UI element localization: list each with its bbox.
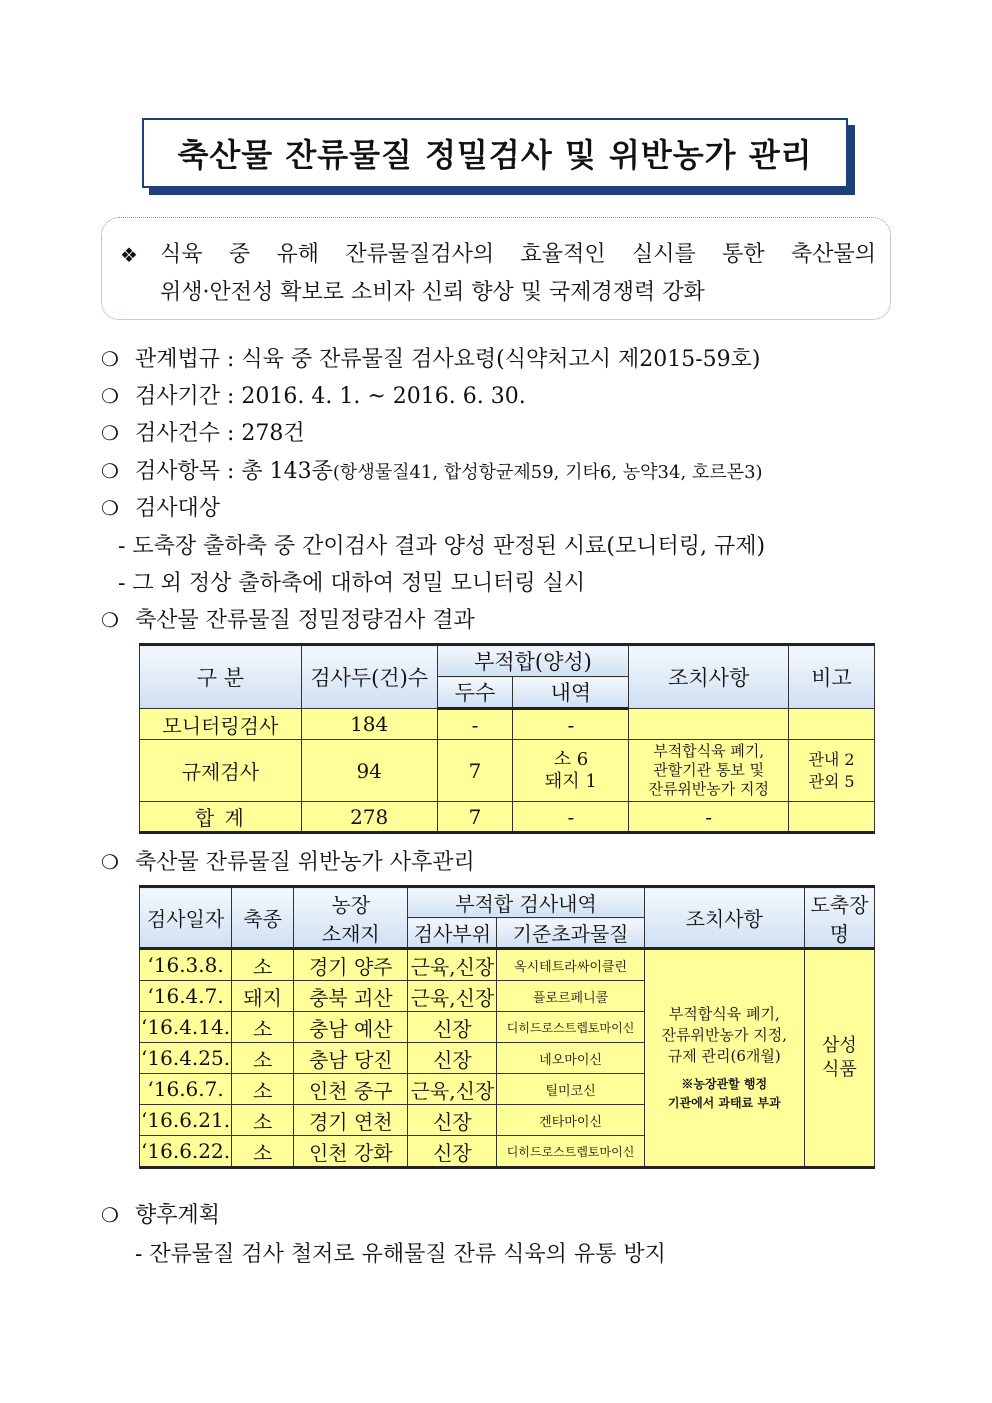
circle-bullet-icon: ❍	[101, 496, 119, 520]
col-action: 조치사항	[644, 887, 804, 949]
summary-line-1: 식육 중 유해 잔류물질검사의 효율적인 실시를 통한 축산물의	[160, 242, 876, 267]
table-row: 모니터링검사 184 - -	[140, 709, 875, 740]
target-line: ❍ 검사대상	[101, 496, 221, 521]
table-row: ‘16.3.8. 소 경기 양주 근육,신장 옥시테트라싸이클린 부적합식육 폐기, 잔류위반농가 지정, 규제 관리(6개월) ※농장관할 행정 기관에서 과태료 부과 삼성 식품	[140, 949, 875, 981]
table-row: ‘16.4.7. 돼지 충북 괴산 근육,신장 플로르페니콜	[140, 981, 875, 1012]
law-line: ❍ 관계법규 : 식육 중 잔류물질 검사요령(식약처고시 제2015-59호)	[101, 347, 761, 372]
plant-cell: 삼성 식품	[804, 949, 874, 1168]
col-part: 검사부위	[408, 918, 497, 949]
circle-bullet-icon: ❍	[101, 347, 119, 371]
table-row: ‘16.4.25. 소 충남 당진 신장 네오마이신	[140, 1043, 875, 1074]
circle-bullet-icon: ❍	[101, 850, 119, 874]
title-frame	[142, 118, 848, 188]
col-date: 검사일자	[140, 887, 232, 949]
count-line: ❍ 검사건수 : 278건	[101, 421, 305, 446]
circle-bullet-icon: ❍	[101, 608, 119, 632]
col-action: 조치사항	[629, 645, 789, 709]
circle-bullet-icon: ❍	[101, 459, 119, 483]
diamond-bullet-icon: ❖	[120, 243, 138, 267]
circle-bullet-icon: ❍	[101, 384, 119, 408]
col-category: 구 분	[140, 645, 302, 709]
result-heading: ❍ 축산물 잔류물질 정밀정량검사 결과	[101, 608, 475, 633]
target-sub-1: - 도축장 출하축 중 간이검사 결과 양성 판정된 시료(모니터링, 규제)	[118, 534, 766, 559]
target-sub-2: - 그 외 정상 출하축에 대하여 정밀 모니터링 실시	[118, 571, 586, 596]
summary-box	[101, 217, 891, 320]
scope-line: ❍ 검사항목 : 총 143종(항생물질41, 합성항균제59, 기타6, 농약34, 호르몬3)	[101, 459, 763, 484]
table-row: 합 계 278 7 - -	[140, 802, 875, 833]
table-row: ‘16.6.22. 소 인천 강화 신장 디히드로스트렙토마이신	[140, 1136, 875, 1168]
col-note: 비고	[789, 645, 875, 709]
period-line: ❍ 검사기간 : 2016. 4. 1. ~ 2016. 6. 30.	[101, 384, 526, 409]
summary-line-2: 위생·안전성 확보로 소비자 신뢰 향상 및 국제경쟁력 강화	[160, 280, 705, 305]
circle-bullet-icon: ❍	[101, 1203, 119, 1227]
col-species: 축종	[232, 887, 294, 949]
col-farm: 농장 소재지	[294, 887, 408, 949]
scope-detail: (항생물질41, 합성항균제59, 기타6, 농약34, 호르몬3)	[332, 462, 763, 483]
table-row: ‘16.6.21. 소 경기 연천 신장 겐타마이신	[140, 1105, 875, 1136]
col-tested: 검사두(건)수	[301, 645, 437, 709]
col-plant: 도축장 명	[804, 887, 874, 949]
col-substance: 기준초과물질	[497, 918, 644, 949]
mgmt-heading: ❍ 축산물 잔류물질 위반농가 사후관리	[101, 850, 475, 875]
col-detail: 내역	[513, 677, 629, 709]
plan-heading: ❍ 향후계획	[101, 1203, 221, 1228]
mgmt-table	[139, 885, 875, 1169]
table-row: 규제검사 94 7 소 6 돼지 1 부적합식육 폐기, 관할기관 통보 및 잔류위반농가 지정 관내 2 관외 5	[140, 740, 875, 802]
page-title: 축산물 잔류물질 정밀검사 및 위반농가 관리	[142, 118, 848, 188]
circle-bullet-icon: ❍	[101, 421, 119, 445]
col-heads: 두수	[437, 677, 513, 709]
table-row: ‘16.6.7. 소 인천 중구 근육,신장 틸미코신	[140, 1074, 875, 1105]
action-cell: 부적합식육 폐기, 잔류위반농가 지정, 규제 관리(6개월) ※농장관할 행정 기관에서 과태료 부과	[644, 949, 804, 1168]
col-positive: 부적합(양성)	[437, 645, 629, 677]
table-row: ‘16.4.14. 소 충남 예산 신장 디히드로스트렙토마이신	[140, 1012, 875, 1043]
plan-sub: - 잔류물질 검사 철저로 유해물질 잔류 식육의 유통 방지	[135, 1242, 666, 1267]
col-violation: 부적합 검사내역	[408, 887, 644, 918]
result-table	[139, 643, 875, 834]
